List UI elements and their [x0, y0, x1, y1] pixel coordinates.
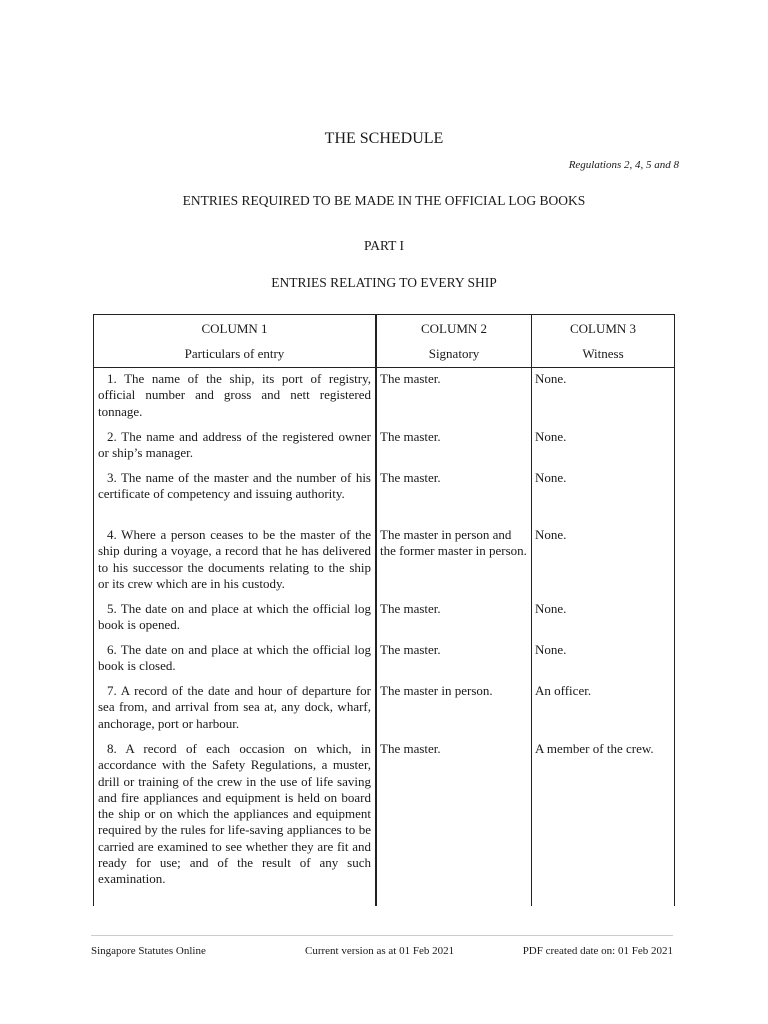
signatory-cell: The master.: [380, 601, 441, 616]
page-footer: [91, 935, 673, 957]
witness-cell: A member of the crew.: [535, 741, 654, 756]
signatory-cell: The master in person.: [380, 683, 493, 698]
column-divider: [375, 315, 377, 906]
column-sublabel: Witness: [582, 346, 624, 361]
regulations-reference: Regulations 2, 4, 5 and 8: [568, 159, 679, 171]
schedule-subtitle: ENTRIES REQUIRED TO BE MADE IN THE OFFICIAL LOG BOOKS: [182, 193, 586, 208]
witness-cell: None.: [535, 642, 567, 657]
column-3-header: [532, 321, 674, 371]
particulars-cell: 7. A record of the date and hour of departure for sea from, and arrival from sea at, any dock, wharf, anchorage, port or harbour.: [98, 683, 371, 731]
footer-source: Singapore Statutes Online: [91, 945, 206, 957]
witness-cell: None.: [535, 429, 567, 444]
particulars-cell: 6. The date on and place at which the official log book is closed.: [98, 642, 371, 674]
particulars-cell: 8. A record of each occasion on which, in accordance with the Safety Regulations, a muster, drill or training of the crew in the use of life saving and fire appliances and equipment is held on board the ship or on which the appliances and equipment required by the rules for life-saving appliances to be carried are examined to see whether they are fit and ready for use; and of the result of any such examination.: [98, 741, 371, 887]
column-2-header: [377, 321, 531, 371]
witness-cell: None.: [535, 527, 567, 542]
signatory-cell: The master.: [380, 429, 441, 444]
signatory-cell: The master.: [380, 642, 441, 657]
particulars-cell: 4. Where a person ceases to be the master of the ship during a voyage, a record that he has delivered to his successor the documents relating to the ship or its crew which are in his custody.: [98, 527, 371, 591]
part-heading: PART I: [363, 238, 405, 253]
schedule-title: THE SCHEDULE: [324, 130, 444, 147]
witness-cell: None.: [535, 371, 567, 386]
column-label: COLUMN 3: [569, 321, 637, 336]
entries-table: [93, 314, 675, 906]
column-sublabel: Particulars of entry: [184, 346, 285, 361]
witness-cell: An officer.: [535, 683, 592, 698]
table-header: [94, 315, 674, 368]
footer-pdf-date: PDF created date on: 01 Feb 2021: [522, 945, 673, 957]
footer-version: Current version as at 01 Feb 2021: [305, 945, 455, 957]
particulars-cell: 5. The date on and place at which the official log book is opened.: [98, 601, 371, 633]
witness-cell: None.: [535, 470, 567, 485]
column-1-header: [94, 321, 375, 371]
signatory-cell: The master.: [380, 470, 441, 485]
signatory-cell: The master.: [380, 371, 441, 386]
particulars-cell: 2. The name and address of the registered owner or ship’s manager.: [98, 429, 371, 461]
witness-cell: None.: [535, 601, 567, 616]
particulars-cell: 3. The name of the master and the number of his certificate of competency and issuing authority.: [98, 470, 371, 502]
particulars-cell: 1. The name of the ship, its port of registry, official number and gross and nett registered tonnage.: [98, 371, 371, 419]
part-subtitle: ENTRIES RELATING TO EVERY SHIP: [271, 275, 497, 290]
column-divider: [531, 315, 532, 906]
column-label: COLUMN 1: [201, 321, 268, 336]
column-sublabel: Signatory: [428, 346, 480, 361]
signatory-cell: The master.: [380, 741, 441, 756]
column-label: COLUMN 2: [420, 321, 488, 336]
signatory-cell: The master in person and the former master in person.: [380, 527, 527, 559]
